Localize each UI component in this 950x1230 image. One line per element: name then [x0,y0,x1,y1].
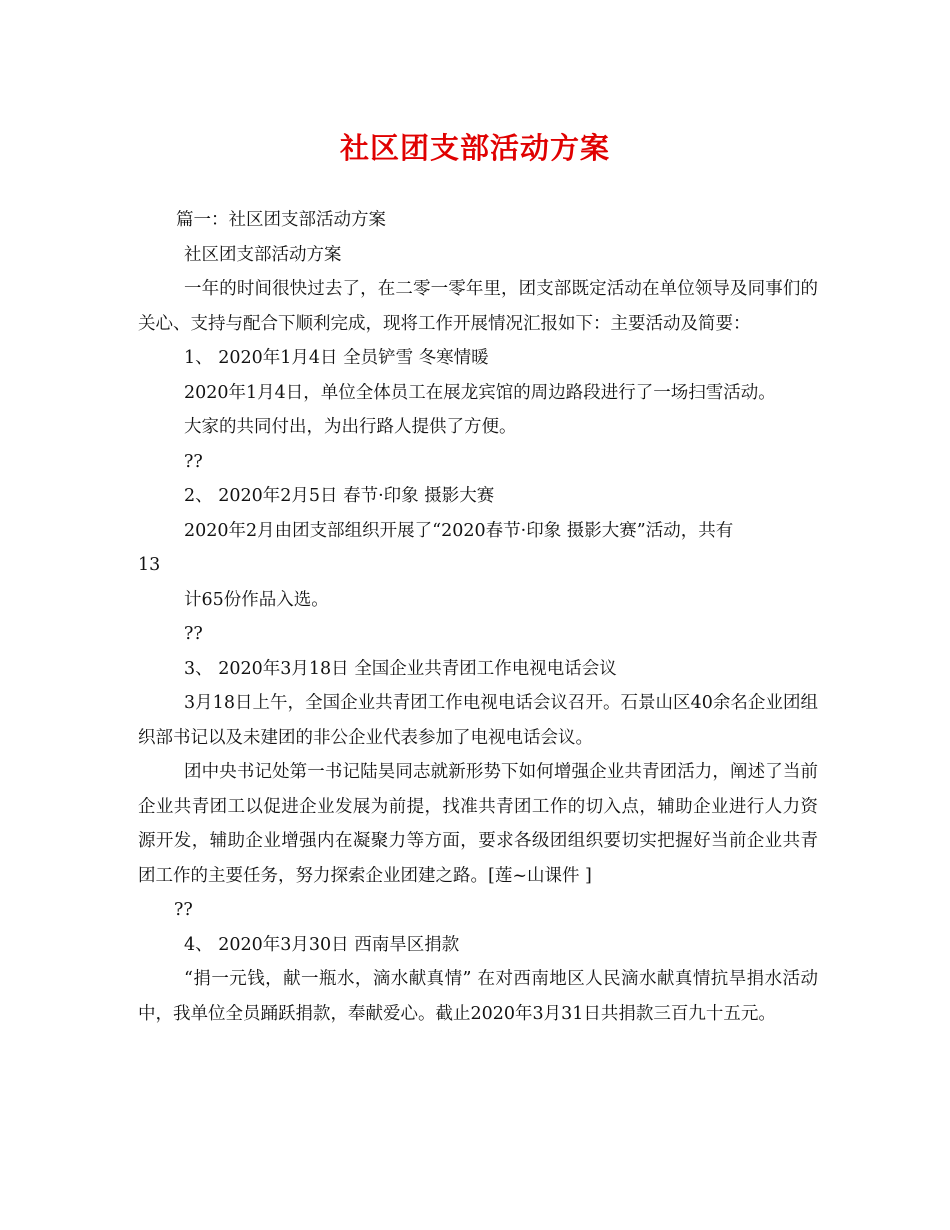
subheading: 社区团支部活动方案 [184,244,342,265]
item-3-paragraph-2: 团中央书记处第一书记陆昊同志就新形势下如何增强企业共青团活力，阐述了当前企业共青团工以促进企业发展为前提，找准共青团工作的切入点，辅助企业进行人力资源开发，辅助企业增强内在凝聚力等方面，要求各级团组织要切实把握好当前企业共青团工作的主要任务，努力探索企业团建之路。[莲~山课件 ] [138,762,818,886]
item-2-marker: ?? [184,624,203,644]
section-heading: 篇一：社区团支部活动方案 [176,210,386,230]
item-1-line-2: 大家的共同付出，为出行路人提供了方便。 [184,417,517,437]
item-2-line-3: 计65份作品入选。 [184,589,329,610]
item-1-line-1: 2020年1月4日，单位全体员工在展龙宾馆的周边路段进行了一场扫雪活动。 [184,382,776,403]
item-2-heading: 2、 2020年2月5日 春节·印象 摄影大赛 [184,486,495,506]
item-3-paragraph-1: 3月18日上午，全国企业共青团工作电视电话会议召开。石景山区40余名企业团组织部书记以及未建团的非公企业代表参加了电视电话会议。 [138,693,818,748]
item-2-line-1: 2020年2月由团支部组织开展了“2020春节·印象 摄影大赛”活动，共有 [184,520,734,541]
item-1-marker: ?? [184,451,203,472]
item-4-paragraph-1: “捐一元钱，献一瓶水，滴水献真情” 在对西南地区人民滴水献真情抗旱捐水活动中，我单位全员踊跃捐款，奉献爱心。截止2020年3月31日共捐款三百九十五元。 [138,969,818,1024]
document-body [138,203,818,1031]
item-4-heading: 4、 2020年3月30日 西南旱区捐款 [184,934,460,955]
item-3-heading: 3、 2020年3月18日 全国企业共青团工作电视电话会议 [184,658,617,679]
item-2-line-2: 13 [138,555,161,575]
document-title: 社区团支部活动方案 [339,131,610,165]
item-3-marker: ?? [174,900,193,920]
item-1-heading: 1、 2020年1月4日 全员铲雪 冬寒情暖 [184,348,489,368]
intro-paragraph: 一年的时间很快过去了，在二零一零年里，团支部既定活动在单位领导及同事们的关心、支持与配合下顺利完成，现将工作开展情况汇报如下：主要活动及简要： [138,279,818,334]
